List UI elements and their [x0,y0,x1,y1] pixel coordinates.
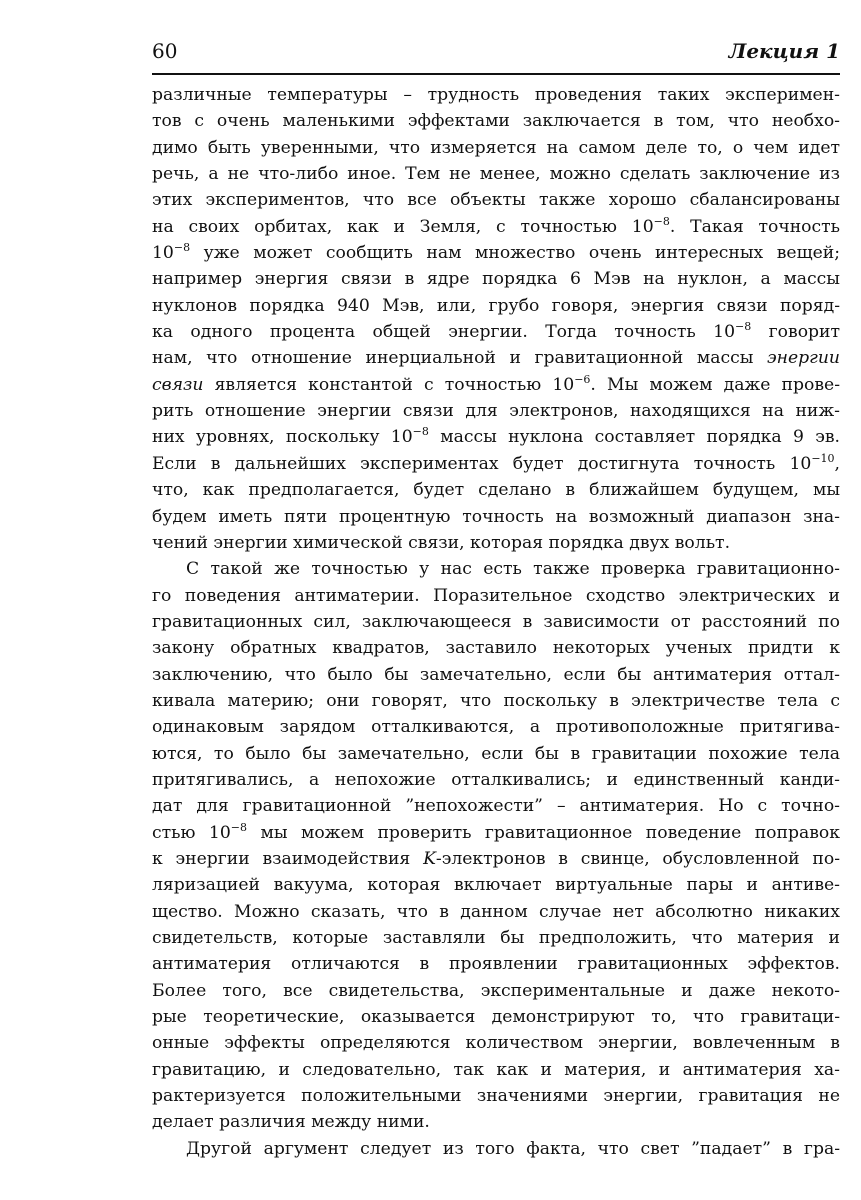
text-line: гравитацию, и следовательно, так как и материя, и антиматерия ха- [152,1059,840,1080]
text-run: стью 10 [152,822,231,843]
text-line: рактеризуется положительными значениями энергии, гравитация не [152,1086,840,1107]
text-line [152,345,840,371]
text-run: ка одного процента общей энергии. Тогда точность 10 [152,322,736,343]
exponent: −10 [811,451,835,465]
italic-run: K [423,848,436,869]
running-head: Лекция 1 [728,39,840,63]
text-line: гравитационных сил, заключающееся в зависимости от расстояний по [152,611,840,632]
text-run: говорит [751,322,841,343]
header-rule [152,73,840,75]
text-line: притягивались, а непохожие отталкивались; и единственный канди- [152,769,840,790]
text-run: 10 [152,243,174,264]
text-run: массы нуклона составляет порядка 9 эв. [428,427,840,448]
text-line: Другой аргумент следует из того факта, что свет ”падает” в гра- [186,1138,840,1159]
exponent: −8 [735,320,752,334]
text-line: рые теоретические, оказывается демонстрируют то, что гравитаци- [152,1007,840,1028]
text-line: ются, то было бы замечательно, если бы в гравитации похожие тела [152,743,840,764]
text-run: нам, что отношение инерциальной и гравитационной массы [152,348,768,369]
text-line: речь, а не что-либо иное. Тем не менее, можно сделать заключение из [152,164,840,185]
text-line [152,319,840,345]
text-line: например энергия связи в ядре порядка 6 Мэв на нуклон, а массы [152,269,840,290]
text-line: различные температуры – трудность проведения таких эксперимен- [152,85,840,105]
page-header [152,38,840,68]
italic-run: энергии [767,348,840,369]
text-line: С такой же точностью у нас есть также проверка гравитационно- [186,559,840,580]
text-line [152,451,840,477]
text-run: них уровнях, поскольку 10 [152,427,413,448]
text-run: на своих орбитах, как и Земля, с точностью 10 [152,216,654,237]
page-number: 60 [152,39,178,63]
text-line: антиматерия отличаются в проявлении гравитационных эффектов. [152,954,840,975]
text-line: свидетельств, которые заставляли бы предположить, что материя и [152,928,840,948]
text-line: тов с очень маленькими эффектами заключается в том, что необхо- [152,111,840,132]
text-line: этих экспериментов, что все объекты также хорошо сбалансированы [152,190,840,211]
text-run: , [834,453,840,474]
text-line: чений энергии химической связи, которая порядка двух вольт. [152,532,731,553]
text-line [152,424,840,450]
text-run: . Мы можем даже прове- [590,374,841,395]
exponent: −8 [230,820,247,834]
text-line: закону обратных квадратов, заставило некоторых ученых придти к [152,638,840,659]
text-line: будем иметь пяти процентную точность на возможный диапазон зна- [152,506,840,527]
text-line: дат для гравитационной ”непохожести” – антиматерия. Но с точно- [152,796,840,817]
text-run: мы можем проверить гравитационное поведение поправок [247,822,840,843]
text-line [152,846,840,872]
text-line: Более того, все свидетельства, экспериментальные и даже некото- [152,980,840,1001]
text-line: кивала материю; они говорят, что поскольку в электричестве тела с [152,690,840,711]
text-line: заключению, что было бы замечательно, если бы антиматерия оттал- [152,664,840,685]
text-run: к энергии взаимодействия [152,848,424,869]
text-run: . Такая точность [669,216,840,237]
text-line: го поведения антиматерии. Поразительное сходство электрических и [152,585,840,606]
text-run: уже может сообщить нам множество очень интересных вещей; [190,243,840,264]
text-line: ляризацией вакуума, которая включает виртуальные пары и антиве- [152,875,840,896]
text-line: димо быть уверенными, что измеряется на самом деле то, о чем идет [152,137,840,158]
text-run: является константой с точностью 10 [203,374,575,395]
text-line: нуклонов порядка 940 Мэв, или, грубо говоря, энергия связи поряд- [152,295,840,316]
text-line [152,820,840,846]
exponent: −6 [574,372,591,386]
text-line: делает различия между ними. [152,1112,430,1133]
text-run: Если в дальнейших экспериментах будет достигнута точность 10 [152,453,812,474]
exponent: −8 [653,214,670,228]
text-line: одинаковым зарядом отталкиваются, а противоположные притягива- [152,717,840,738]
text-line [152,214,840,240]
text-line [152,240,840,266]
text-run: -электронов в свинце, обусловленной по- [435,848,841,869]
exponent: −8 [173,241,191,255]
text-line: щество. Можно сказать, что в данном случае нет абсолютно никаких [152,901,840,922]
exponent: −8 [412,425,429,439]
text-line [152,372,840,398]
text-line: онные эффекты определяются количеством энергии, вовлеченным в [152,1033,840,1054]
italic-run: связи [152,374,204,395]
text-line: что, как предполагается, будет сделано в ближайшем будущем, мы [152,480,840,501]
text-line: рить отношение энергии связи для электронов, находящихся на ниж- [152,401,840,422]
body-text [152,82,840,1162]
